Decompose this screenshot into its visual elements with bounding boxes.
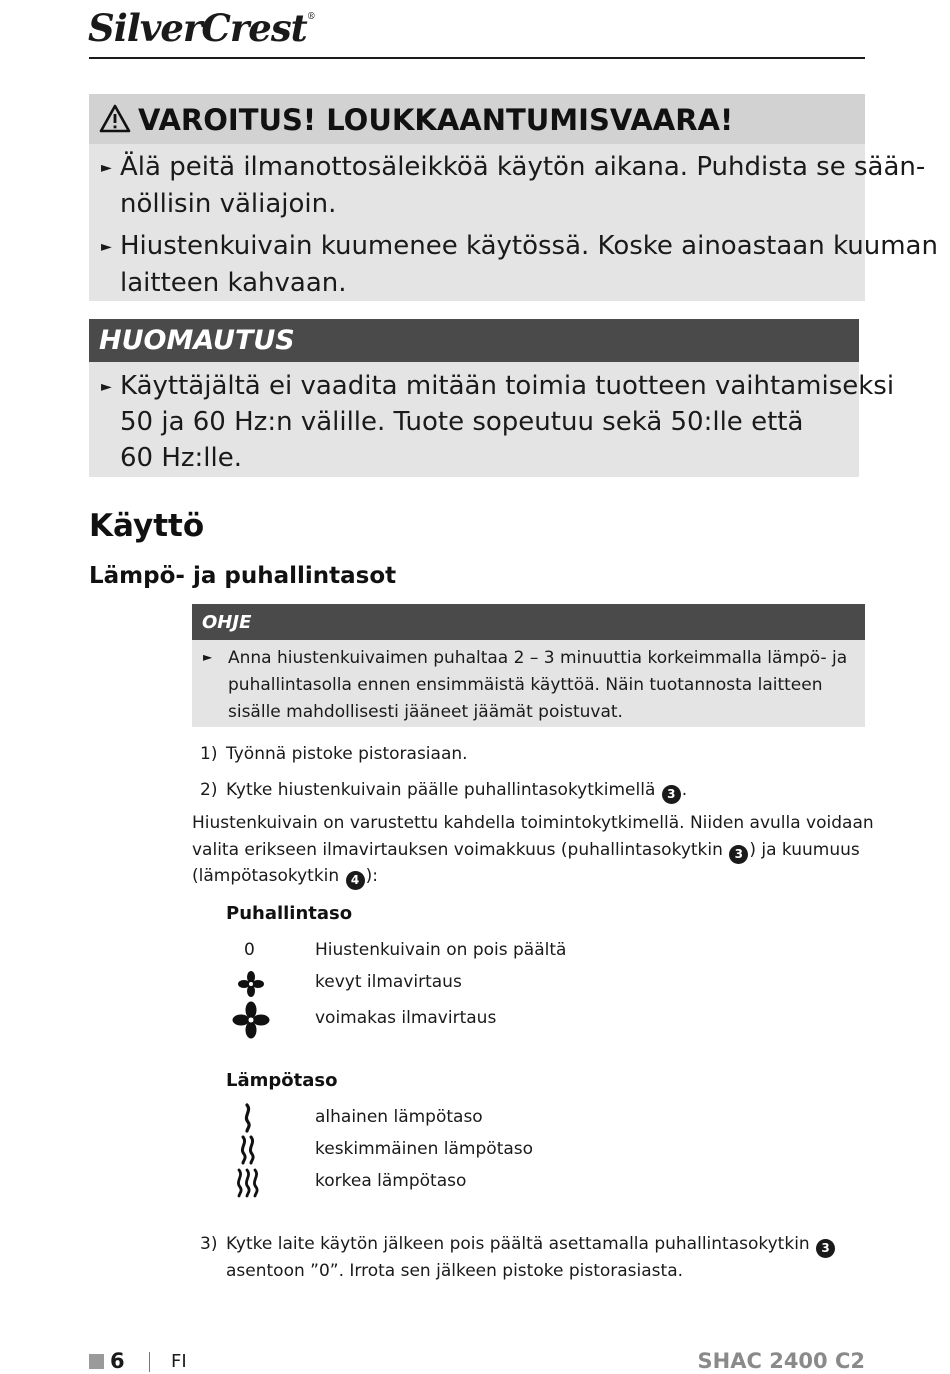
- para-line2: valita erikseen ilmavirtauksen voimakkuus (puhallintasokytkin 3 ) ja kuumuus: [192, 837, 860, 864]
- fan-level-2-text: voimakas ilmavirtaus: [315, 1008, 497, 1028]
- bullet-arrow-icon: ►: [101, 239, 112, 255]
- step-3-line2: asentoon ”0”. Irrota sen jälkeen pistoke pistorasiasta.: [226, 1261, 684, 1281]
- warning-item-1-line2: nöllisin väliajoin.: [120, 189, 337, 219]
- hint-line1: Anna hiustenkuivaimen puhaltaa 2 – 3 minuuttia korkeimmalla lämpö- ja: [228, 648, 848, 668]
- fan-small-icon: [237, 970, 265, 998]
- ref-badge-3: 3: [729, 845, 748, 864]
- fan-level-1-text: kevyt ilmavirtaus: [315, 972, 462, 992]
- section-subtitle: Lämpö- ja puhallintasot: [89, 563, 397, 589]
- heat-medium-icon: [236, 1135, 260, 1165]
- notice-line1: Käyttäjältä ei vaadita mitään toimia tuotteen vaihtamiseksi: [120, 371, 895, 401]
- notice-title: HUOMAUTUS: [99, 325, 295, 356]
- heat-high-icon: [233, 1167, 263, 1199]
- ref-badge-3: 3: [816, 1239, 835, 1258]
- footer-divider: [149, 1352, 150, 1372]
- hint-line2: puhallintasolla ennen ensimmäistä käyttöä. Näin tuotannosta laitteen: [228, 675, 823, 695]
- hint-line3: sisälle mahdollisesti jääneet jäämät poistuvat.: [228, 702, 623, 722]
- warning-triangle-icon: [99, 103, 131, 133]
- para-line1: Hiustenkuivain on varustettu kahdella toimintokytkimellä. Niiden avulla voidaan: [192, 813, 874, 833]
- hint-header: [192, 604, 865, 640]
- heat-level-3-text: korkea lämpötaso: [315, 1171, 467, 1191]
- fan-level-title: Puhallintaso: [226, 903, 353, 924]
- fan-level-0-symbol: 0: [244, 940, 255, 960]
- notice-line3: 60 Hz:lle.: [120, 443, 243, 473]
- bullet-arrow-icon: ►: [203, 650, 213, 664]
- step-3-line1: Kytke laite käytön jälkeen pois päältä asettamalla puhallintasokytkin 3: [226, 1231, 836, 1258]
- warning-item-2-line2: laitteen kahvaan.: [120, 268, 347, 298]
- bullet-arrow-icon: ►: [101, 160, 112, 176]
- heat-level-title: Lämpötaso: [226, 1070, 338, 1091]
- section-title: Käyttö: [89, 508, 205, 544]
- warning-item-2-line1: Hiustenkuivain kuumenee käytössä. Koske ainoastaan kuuman: [120, 231, 938, 261]
- heat-low-icon: [240, 1103, 256, 1133]
- step-2-number: 2): [200, 780, 218, 800]
- hint-title: OHJE: [202, 612, 252, 633]
- fan-large-icon: [232, 1001, 270, 1039]
- bullet-arrow-icon: ►: [101, 379, 112, 395]
- footer-language: FI: [171, 1351, 187, 1372]
- para-line3: (lämpötasokytkin 4 ):: [192, 863, 378, 890]
- warning-title: VAROITUS! LOUKKAANTUMISVAARA!: [138, 103, 734, 137]
- warning-item-1-line1: Älä peitä ilmanottosäleikköä käytön aikana. Puhdista se sään-: [120, 152, 926, 182]
- heat-level-2-text: keskimmäinen lämpötaso: [315, 1139, 534, 1159]
- header-rule: [89, 57, 865, 59]
- fan-level-0-text: Hiustenkuivain on pois päältä: [315, 940, 567, 960]
- heat-level-1-text: alhainen lämpötaso: [315, 1107, 483, 1127]
- ref-badge-4: 4: [346, 871, 365, 890]
- step-2-text: Kytke hiustenkuivain päälle puhallintasokytkimellä 3 .: [226, 777, 687, 804]
- brand-logo: SilverCrest®: [88, 6, 315, 50]
- notice-line2: 50 ja 60 Hz:n välille. Tuote sopeutuu sekä 50:lle että: [120, 407, 804, 437]
- ref-badge-3: 3: [662, 785, 681, 804]
- footer-marker: [89, 1354, 104, 1369]
- step-1-number: 1): [200, 744, 218, 764]
- step-1-text: Työnnä pistoke pistorasiaan.: [226, 744, 468, 764]
- step-3-number: 3): [200, 1234, 218, 1254]
- page-number: 6: [110, 1349, 125, 1373]
- footer-model: SHAC 2400 C2: [697, 1349, 865, 1373]
